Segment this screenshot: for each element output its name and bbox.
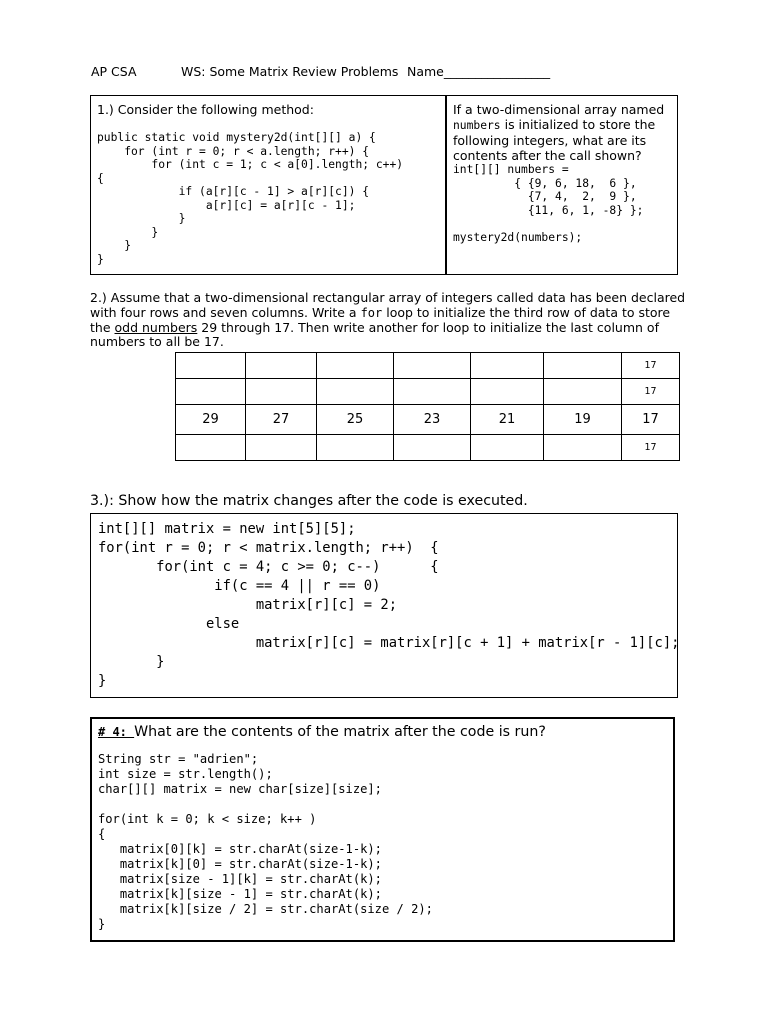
grid-cell [246, 353, 317, 379]
question-line-text: is initialized to store the [504, 117, 656, 132]
grid-cell: 17 [622, 405, 680, 435]
grid-cell [176, 353, 246, 379]
grid-cell: 23 [394, 405, 471, 435]
grid-cell [544, 353, 622, 379]
grid-cell: 21 [471, 405, 544, 435]
problem-4-number: # 4: [98, 725, 135, 739]
grid-row [176, 405, 680, 435]
grid-cell [246, 435, 317, 461]
problem-1-question-panel [447, 96, 677, 274]
grid-cell: 17 [622, 379, 680, 405]
problem-2-text [90, 291, 690, 350]
problem-1-question [453, 102, 677, 163]
problem-4-heading [98, 724, 673, 748]
course-label: AP CSA [91, 64, 137, 79]
problem-3-prompt: 3.): Show how the matrix changes after the code is executed. [90, 493, 528, 509]
grid-cell [176, 379, 246, 405]
grid-cell [246, 379, 317, 405]
problem-2-text-a: 2.) Assume that a two-dimensional rectangular array of integers called data has been declared with four rows and seven columns. Write a [90, 290, 686, 320]
question-line: contents after the call shown? [453, 148, 642, 163]
grid-row [176, 379, 680, 405]
problem-3-box [90, 513, 678, 698]
question-line: If a two-dimensional array named [453, 102, 665, 117]
question-code-word: numbers [453, 119, 501, 132]
problem-1-code: public static void mystery2d(int[][] a) { for (int r = 0; r < a.length; r++) { for (int c = 1; c < a[0].length; c++) { if (a[r][c - 1] > a[r][c]) { a[r][c] = a[r][c - 1]; } } } } [97, 131, 404, 266]
grid-cell [317, 435, 394, 461]
grid-cell: 17 [622, 435, 680, 461]
problem-2-underlined: odd numbers [114, 319, 198, 335]
grid-cell: 29 [176, 405, 246, 435]
problem-1-method-panel [91, 96, 447, 274]
grid-cell [317, 353, 394, 379]
grid-row [176, 435, 680, 461]
grid-cell [394, 353, 471, 379]
problem-4-box [90, 717, 675, 942]
grid-cell [176, 435, 246, 461]
grid-cell [471, 379, 544, 405]
grid-cell: 19 [544, 405, 622, 435]
grid-cell: 27 [246, 405, 317, 435]
problem-3-code: int[][] matrix = new int[5][5]; for(int r = 0; r < matrix.length; r++) { for(int c = 4; c >= 0; c--) { if(c == 4 || r == 0) matrix[r][c] = 2; else matrix[r][c] = matrix[r][c + 1] + matrix[r - 1][c]; } } [98, 521, 680, 689]
problem-2-text-b: loop to initialize the third row of data to store the [90, 304, 671, 335]
problem-2-grid [175, 352, 680, 461]
problem-2-keyword: for [360, 305, 383, 320]
grid-row [176, 353, 680, 379]
grid-cell [394, 379, 471, 405]
problem-1-box [90, 95, 678, 275]
grid-cell [471, 353, 544, 379]
grid-cell: 25 [317, 405, 394, 435]
grid-cell [544, 379, 622, 405]
problem-1-array-code: int[][] numbers = { {9, 6, 18, 6 }, {7, 4, 2, 9 }, {11, 6, 1, -8} }; mystery2d(numbers); [453, 163, 644, 244]
grid-cell [471, 435, 544, 461]
problem-2-text-c: 29 through 17. Then write another for loop to initialize the last column of numbers to all be 17. [90, 319, 659, 350]
grid-cell [394, 435, 471, 461]
worksheet-title: WS: Some Matrix Review Problems [181, 64, 399, 79]
grid-cell [317, 379, 394, 405]
grid-cell [544, 435, 622, 461]
question-line: following integers, what are its [453, 133, 647, 148]
name-field: Name_________________ [407, 64, 551, 79]
problem-1-prompt: 1.) Consider the following method: [97, 102, 314, 117]
problem-4-prompt: What are the contents of the matrix after the code is run? [134, 724, 546, 740]
problem-4-code: String str = "adrien"; int size = str.length(); char[][] matrix = new char[size][size]; for(int k = 0; k < size; k++ ) { matrix[0][k] = str.charAt(size-1-k); matrix[k][0] = str.charAt(size-1-k); matrix[size - 1][k] = str.charAt(k); matrix[k][size - 1] = str.charAt(k); matrix[k][size / 2] = str.charAt(size / 2); } [98, 752, 433, 931]
question-line [453, 117, 677, 133]
grid-cell: 17 [622, 353, 680, 379]
